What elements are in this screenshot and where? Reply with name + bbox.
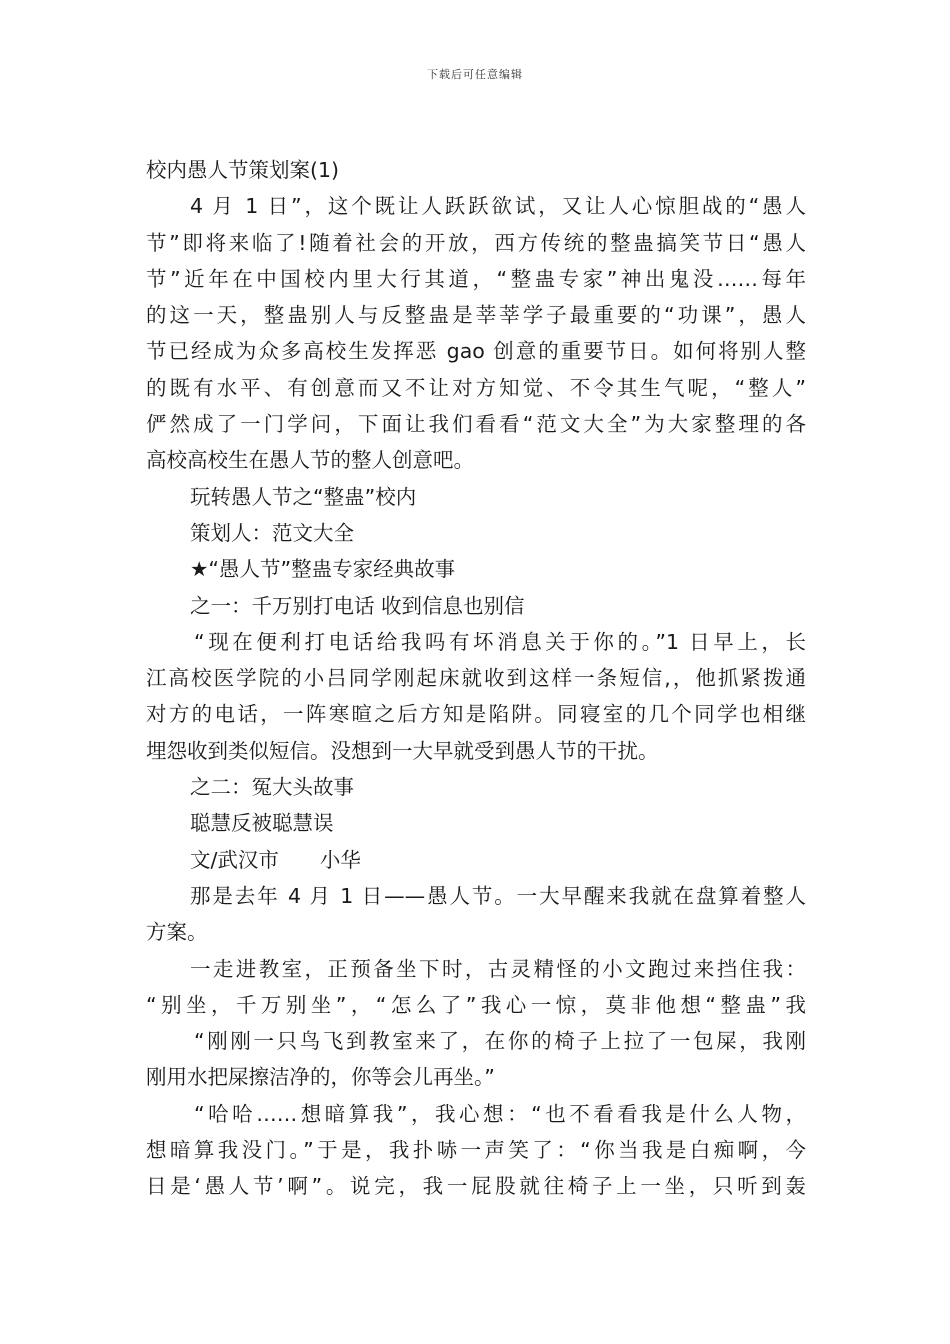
story-title: 聪慧反被聪慧误 bbox=[190, 811, 334, 836]
byline: 文/武汉市 小华 bbox=[190, 847, 361, 872]
planner-line: 策划人：范文大全 bbox=[190, 520, 354, 545]
paragraph-line: 的既有水平、有创意而又不让对方知觉、不令其生气呢，“整人” bbox=[146, 375, 806, 400]
paragraph-line: 俨然成了一门学问，下面让我们看看“范文大全”为大家整理的各 bbox=[146, 412, 806, 437]
section-heading: 玩转愚人节之“整蛊”校内 bbox=[190, 484, 417, 509]
story-heading: 之一：千万别打电话 收到信息也别信 bbox=[190, 593, 525, 618]
paragraph-line: 刚用水把屎擦洁净的，你等会儿再坐。” bbox=[146, 1065, 495, 1090]
story-heading: 之二：冤大头故事 bbox=[190, 775, 354, 800]
paragraph-line: 对方的电话，一阵寒暄之后方知是陷阱。同寝室的几个同学也相继 bbox=[146, 702, 806, 727]
paragraph-line: “刚刚一只鸟飞到教室来了，在你的椅子上拉了一包屎，我刚 bbox=[194, 1029, 806, 1054]
paragraph-line: 江高校医学院的小吕同学刚起床就收到这样一条短信,，他抓紧拨通 bbox=[146, 666, 806, 691]
paragraph-line: 方案。 bbox=[146, 920, 208, 945]
paragraph-line: “现在便利打电话给我吗有坏消息关于你的。”1 日早上，长 bbox=[194, 629, 806, 654]
paragraph-line: 高校高校生在愚人节的整人创意吧。 bbox=[146, 448, 474, 473]
paragraph-line: 节已经成为众多高校生发挥恶 gao 创意的重要节日。如何将别人整 bbox=[146, 339, 806, 364]
paragraph-line: 节”近年在中国校内里大行其道，“整蛊专家”神出鬼没……每年 bbox=[146, 266, 806, 291]
paragraph-line: 一走进教室，正预备坐下时，古灵精怪的小文跑过来挡住我： bbox=[190, 956, 806, 981]
paragraph-line: 想暗算我没门。”于是，我扑哧一声笑了：“你当我是白痴啊，今 bbox=[146, 1138, 806, 1163]
section-heading: ★“愚人节”整蛊专家经典故事 bbox=[190, 557, 456, 582]
paragraph-line: “哈哈……想暗算我”，我心想：“也不看看我是什么人物， bbox=[194, 1101, 806, 1126]
paragraph-line: 日是‘愚人节’啊”。说完，我一屁股就往椅子上一坐，只听到轰 bbox=[146, 1174, 806, 1199]
document-title: 校内愚人节策划案(1) bbox=[146, 158, 340, 182]
document-body bbox=[146, 152, 806, 1205]
paragraph-line: 节”即将来临了!随着社会的开放，西方传统的整蛊搞笑节日“愚人 bbox=[146, 230, 806, 255]
page-header-note: 下载后可任意编辑 bbox=[427, 68, 523, 81]
paragraph-line: 的这一天，整蛊别人与反整蛊是莘莘学子最重要的“功课”，愚人 bbox=[146, 303, 806, 328]
paragraph-line: 那是去年 4 月 1 日——愚人节。一大早醒来我就在盘算着整人 bbox=[190, 883, 806, 908]
paragraph-line: 埋怨收到类似短信。没想到一大早就受到愚人节的干扰。 bbox=[146, 738, 659, 763]
paragraph-line: “别坐，千万别坐”，“怎么了”我心一惊，莫非他想“整蛊”我 bbox=[146, 992, 806, 1017]
paragraph-line: 4 月 1 日”，这个既让人跃跃欲试，又让人心惊胆战的“愚人 bbox=[190, 194, 806, 219]
